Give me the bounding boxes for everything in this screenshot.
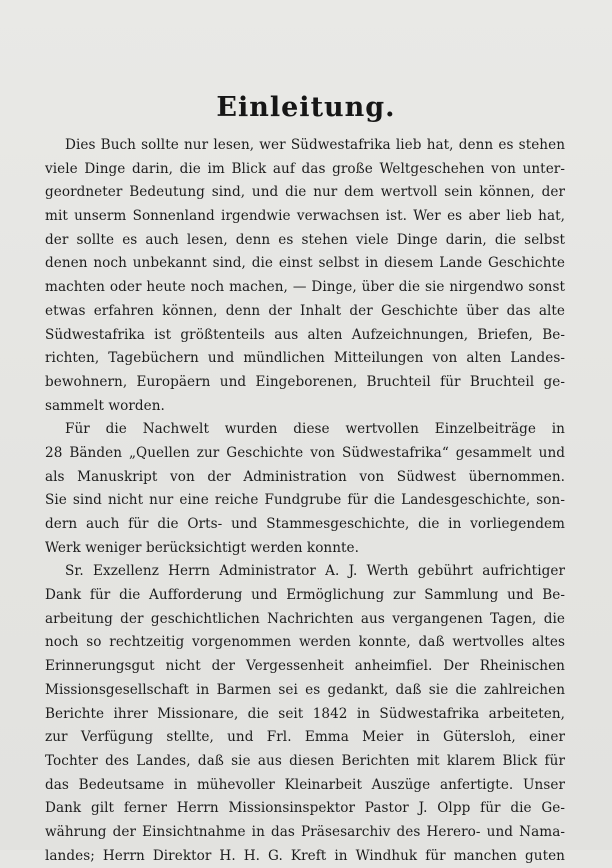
text-line: dern auch für die Orts- und Stammesgeschichte, die in vorliegendem bbox=[45, 516, 565, 532]
text-line: das Bedeutsame in mühevoller Kleinarbeit Auszüge anfertigte. Unser bbox=[45, 776, 565, 793]
text-line: Sr. Exzellenz Herrn Administrator A. J. Werth gebührt aufrichtiger bbox=[65, 563, 565, 580]
text-line: etwas erfahren können, denn der Inhalt der Geschichte über das alte bbox=[45, 302, 565, 319]
text-line: landes; Herrn Direktor H. H. G. Kreft in Windhuk für manchen guten bbox=[45, 847, 565, 864]
text-line: zur Verfügung stellte, und Frl. Emma Meier in Gütersloh, einer bbox=[45, 729, 565, 746]
text-line: als Manuskript von der Administration von Südwest übernommen. bbox=[45, 468, 565, 485]
text-line: bewohnern, Europäern und Eingeborenen, Bruchteil für Bruchteil ge- bbox=[45, 373, 565, 390]
text-line: Werk weniger berücksichtigt werden konnte. bbox=[45, 539, 360, 556]
text-line: arbeitung der geschichtlichen Nachrichten aus vergangenen Tagen, die bbox=[45, 610, 565, 627]
text-line: währung der Einsichtnahme in das Präsesarchiv des Herero- und Nama- bbox=[45, 823, 565, 840]
text-line: mit unserm Sonnenland irgendwie verwachsen ist. Wer es aber lieb hat, bbox=[45, 208, 565, 225]
text-line: Dies Buch sollte nur lesen, wer Südwestafrika lieb hat, denn es stehen bbox=[65, 137, 565, 153]
text-line: Südwestafrika ist größtenteils aus alten Aufzeichnungen, Briefen, Be- bbox=[45, 326, 565, 343]
text-line: geordneter Bedeutung sind, und die nur dem wertvoll sein können, der bbox=[45, 184, 565, 201]
text-line: machten oder heute noch machen, — Dinge, über die sie nirgendwo sonst bbox=[45, 279, 565, 296]
text-line: sammelt worden. bbox=[45, 397, 165, 414]
text-line: Dank gilt ferner Herrn Missionsinspektor Pastor J. Olpp für die Ge- bbox=[45, 800, 565, 817]
page-title: Einleitung. bbox=[216, 92, 396, 123]
text-line: Erinnerungsgut nicht der Vergessenheit anheimfiel. Der Rheinischen bbox=[45, 658, 565, 675]
body-text bbox=[45, 134, 565, 868]
text-line: Berichte ihrer Missionare, die seit 1842 in Südwestafrika arbeiteten, bbox=[45, 705, 565, 722]
text-line: noch so rechtzeitig vorgenommen werden konnte, daß wertvolles altes bbox=[45, 634, 565, 651]
text-line: Missionsgesellschaft in Barmen sei es gedankt, daß sie die zahlreichen bbox=[45, 681, 565, 698]
text-line: der sollte es auch lesen, denn es stehen viele Dinge darin, die selbst bbox=[45, 231, 565, 248]
text-line: Dank für die Aufforderung und Ermöglichung zur Sammlung und Be- bbox=[45, 587, 565, 604]
text-line: Für die Nachwelt wurden diese wertvollen Einzelbeiträge in bbox=[65, 421, 565, 438]
text-line: viele Dinge darin, die im Blick auf das große Weltgeschehen von unter- bbox=[45, 160, 565, 177]
text-line: Sie sind nicht nur eine reiche Fundgrube für die Landesgeschichte, son- bbox=[45, 492, 565, 509]
text-line: denen noch unbekannt sind, die einst selbst in diesem Lande Geschichte bbox=[45, 255, 565, 272]
text-line: Tochter des Landes, daß sie aus diesen Berichten mit klarem Blick für bbox=[45, 752, 565, 769]
text-line: richten, Tagebüchern und mündlichen Mitteilungen von alten Landes- bbox=[45, 350, 565, 367]
text-line: 28 Bänden „Quellen zur Geschichte von Südwestafrika“ gesammelt und bbox=[45, 444, 565, 461]
